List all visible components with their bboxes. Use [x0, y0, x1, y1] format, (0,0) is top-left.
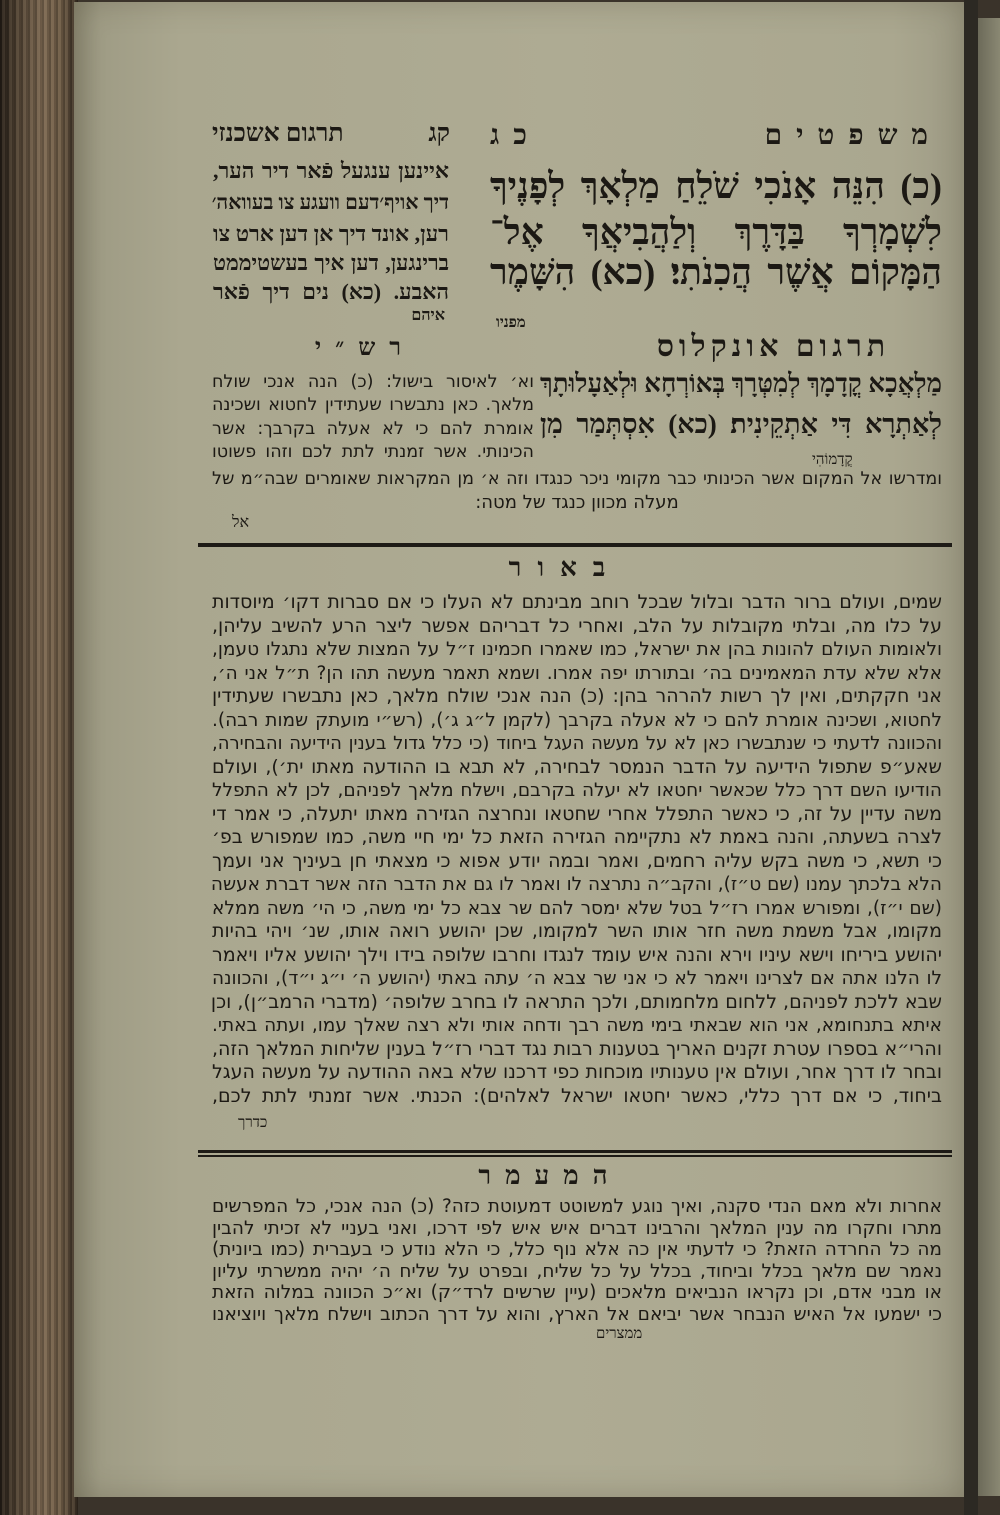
biur-line: לצרה בשעתה, והנה באמת לא נתקיימה הגזירה הזאת כל ימי חיי משה, כמו שמפורש בפ׳	[212, 826, 942, 848]
biur-line: לחטוא, ושכינה אומרת להם כי לא אעלה בקרבך (לקמן ל״ג ג׳), (רש״י מועתק שמות רבה).	[212, 709, 942, 731]
biur-line: הלא בלכתך עמנו (שם ט״ז), והקב״ה נתרצה לו ואמר לו גם את הדבר הזה אשר דברת אעשה	[210, 874, 942, 895]
biur-line: אני חקקתים, ואין לך רשות להרהר בהן: (כ) הנה אנכי שולח מלאך, כאן נתבשרו שעתידין	[212, 685, 942, 707]
biur-line: איתא בתנחומא, אני הוא שבאתי בימי משה רבך ודחה אותי ולא רצה שאלך עמו, ועתה באתי.	[212, 1015, 942, 1036]
translation-line: דיך אויף׳דעם וועגע צו בעוואה׳	[211, 192, 449, 214]
next-page-edge	[978, 18, 1000, 1496]
biur-line: והרי״א בספרו עטרת זקנים האריך בטענות רבות נגד דברי רז״ל בענין שליחות המלאך הזה,	[212, 1037, 942, 1060]
catchword: כדרך	[238, 1115, 268, 1131]
meamer-line: מה כל החרדה הזאת? כי לדעתי אין כה אלא נוף כלל, כי הלא נודע כי בעברית (כמו ביונית)	[212, 1239, 942, 1260]
translation-line: האבע. (כא) נים דיך פֿאר	[213, 279, 449, 304]
section-title-meamer: המעמר	[478, 1161, 622, 1190]
meamer-line: מתרו וחקרו מה ענין המלאך והרבינו דברים איש איש לפי דרכו, ואני בעניי לא זכיתי להבין	[212, 1217, 942, 1239]
rashi-line: מלאך. כאן נתבשרו שעתידין לחטוא ושכינה	[212, 395, 534, 415]
section-title-onkelos: תרגום אונקלוס	[656, 330, 891, 363]
biur-line: ולאומות העולם להונות בהן את ישראל, כמו שאמרו חכמינו ז״ל על המצות שלא נתגלו טעמן,	[212, 639, 942, 660]
biur-line: ובחר לו דרך אחר, ועולם אין טענותיו מוכחות כפי דרכנו שלא באה ההודעה על מעשה העגל	[212, 1061, 942, 1083]
verse-line: לִשְׁמָרְךָ בַּדָּרֶךְ וְלַהֲבִיאֲךָ אֶל־	[490, 212, 942, 252]
translation-line: איינען ענגעל פֿאר דיר הער,	[213, 158, 449, 183]
rashi-line: מעלה מכוון כנגד של מטה:	[475, 492, 679, 513]
divider-rule	[198, 1155, 952, 1157]
page-number: קג	[428, 120, 450, 147]
biur-line: והכוונה לדעתי כי שנתבשרו כאן לא על מעשה העגל ביחוד (כי כלל גדול בענין הידיעה והבחירה,	[212, 733, 942, 754]
section-title-rashi: רש״י	[314, 335, 416, 361]
biur-line: לו הלנו אתה אם לצרינו ויאמר לא כי אני שר צבא ה׳ עתה באתי (יהושע ה׳ י״ג י״ד), והכוונה	[212, 968, 942, 989]
meamer-line: או מבני אדם, וכן נקראו הנביאים מלאכים (עיין שרשים לרד״ק) וא״כ הכוונה במלוה הזאת	[212, 1282, 942, 1303]
catchword: איהם	[411, 307, 445, 324]
page-gutter	[964, 0, 978, 1515]
biur-line: ביחוד, כי אם דרך כללי, כאשר יחטאו ישראל לאלהים): הכנתי. אשר זמנתי לתת לכם,	[212, 1084, 942, 1107]
biur-line: (שם י״ז), ומפורש אמרו רז״ל בטל שלא ימסר להם שר צבא כל ימי משה, כי הי׳ משה ממלא	[212, 897, 942, 919]
meamer-line: כי ישמעו אל האיש הנבחר אשר יביאם אל הארץ, והוא על דרך הכתוב וישלח מלאך ויוציאנו	[212, 1303, 942, 1325]
rashi-line: אומרת להם כי לא אעלה בקרבך: אשר	[212, 419, 534, 439]
biur-line: כי תשא, כי משה בקש עליה רחמים, ואמר ובמה יודע אפוא כי מצאתי חן בעיניך אני ועמך	[212, 849, 942, 872]
onkelos-line: מַלְאֲכָא קֳדָמָךְ לְמִטְּרָךְ בְּאוֹרְחָא וּלְאַעָלוּתָךְ	[540, 369, 942, 398]
running-head-translation	[212, 117, 450, 151]
book-binding-edge	[0, 0, 78, 1515]
catchword: ממצרים	[596, 1326, 643, 1342]
biur-line: משה עדיין על זה, כי כאשר התפלל אחרי שחטאו ונחרצה הגזירה מאתו יתעלה, כי אמר די	[212, 802, 942, 825]
biur-line: שבא ללכת לפניהם, ללחום מלחמותם, ולכך התראה לו בחרב שלופה׳ (מדברי הרמב״ן), וכן	[210, 990, 942, 1013]
rashi-line: ומדרשו אל המקום אשר הכינותי כבר מקומי ניכר כנגדו וזה א׳ מן המקראות שאומרים שבה״מ של	[212, 469, 942, 489]
biur-line: שמים, ועולם ברור הדבר ובלול שבכל רוחב מבינתם לא העלו כי אם סברות דקו׳ מיוסדות	[212, 591, 942, 613]
meamer-line: אחרות ולא מאם הנדי סקנה, ואיך נוגע למשוטט דמעוטת כזה? (כ) הנה אנכי, כל המפרשים	[212, 1196, 942, 1217]
section-title-biur: באור	[508, 553, 622, 582]
catchword: קֳדָמוֹהִי	[812, 452, 853, 468]
rashi-line: וא׳ לאיסור בישול: (כ) הנה אנכי שולח	[212, 372, 534, 392]
catchword: מפניו	[496, 315, 526, 331]
verse-line: הַמָּקוֹם אֲשֶׁר הֲכִנֹתִי׃ (כא) הִשָּׁמֶר	[490, 252, 942, 292]
biur-line: על כלו מה, ובלתי מקובלות על הלב, ואחרי כל דבריהם אפשר ליצר הרע להשיב עליהן,	[212, 614, 942, 637]
running-head-parasha	[490, 117, 942, 155]
divider-rule	[198, 543, 952, 547]
biur-line: הודיעו השם דרך כלל שכאשר יחטאו לא יעלה בקרבם, וישלח מלאך לפניהם, לכן לא התפלל	[212, 780, 942, 801]
biur-line: אלא שלא עדת המאמינים בה׳ ובתורתו יפה אמרו. ושמא תאמר מעשה תהו הן? ת״ל אני ה׳,	[212, 662, 942, 684]
translation-line: ברינגען, דען איך בעשטיממט	[213, 251, 449, 275]
biur-line: מקומו, אבל משמת משה חזר אותו השר למקומו, שכן יהושע רואה אותו, שנ׳ ויהי בהיות	[212, 920, 942, 942]
parasha-title: משפטים	[764, 120, 942, 151]
chapter-number: כג	[490, 120, 541, 151]
meamer-line: נאמר שם מלאך בכלל וביחוד, בכלל על כל שליח, ובפרט על שליח ה׳ יהיה ממשרתי עליון	[212, 1260, 942, 1282]
verse-line: (כ) הִנֵּה אָנֹכִי שֹׁלֵחַ מַלְאָךְ לְפָנֶיךָ	[490, 166, 942, 206]
onkelos-line: לְאַתְרָא דִּי אַתְקֵינִית׃ (כא) אִסְתְּמַר מִן	[540, 409, 942, 439]
biur-line: שאע״פ שתפול הידיעה על הדבר הנמסר לבחירה, לא תבא בו ההודעה מאתו ית׳), ועולם	[212, 755, 942, 778]
translation-title: תרגום אשכנזי	[212, 120, 344, 147]
rashi-line: הכינותי. אשר זמנתי לתת לכם וזהו פשוטו	[212, 442, 534, 462]
divider-rule	[198, 1150, 952, 1153]
biur-line: יהושע ביריחו וישא עיניו וירא והנה איש עומד לנגדו וחרבו שלופה בידו וילך יהושע אליו ויאמר	[212, 943, 942, 966]
catchword: אל	[232, 514, 250, 531]
translation-line: רען, אונד דיך אן דען ארט צו	[213, 221, 449, 246]
